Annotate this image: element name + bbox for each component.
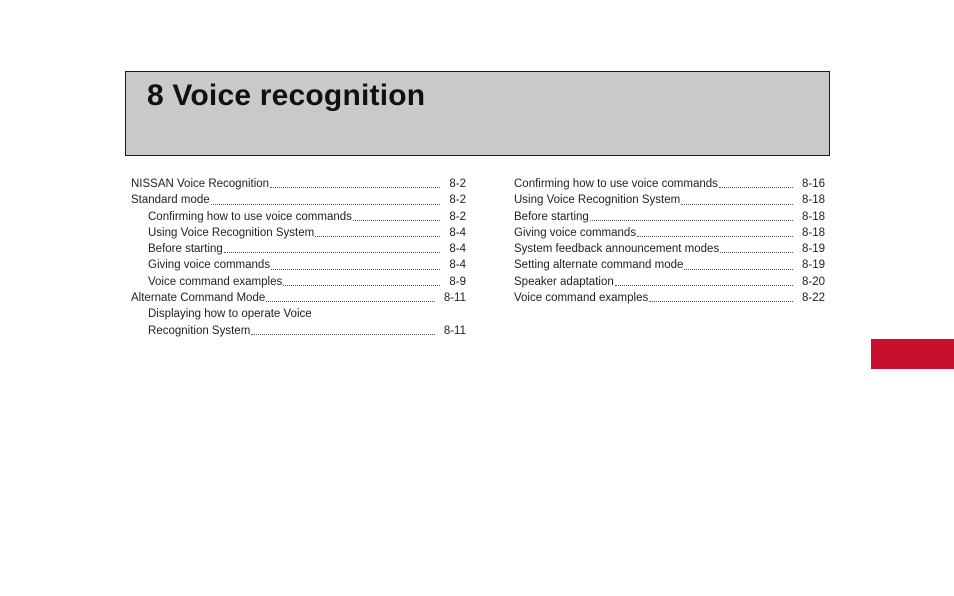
- toc-entry[interactable]: [131, 274, 466, 290]
- toc-entry-title: Before starting: [514, 210, 589, 223]
- toc-leader-dots: [271, 269, 440, 270]
- toc-entry[interactable]: [131, 241, 466, 257]
- toc-entry-title: NISSAN Voice Recognition: [131, 178, 270, 190]
- toc-entry-title: Giving voice commands: [514, 226, 637, 239]
- toc-entry-page: 8-2: [449, 178, 466, 190]
- toc-leader-dots: [353, 220, 440, 221]
- toc-entry[interactable]: [131, 225, 466, 241]
- toc-entry-title: Speaker adaptation: [514, 275, 614, 288]
- toc-entry[interactable]: [514, 209, 825, 225]
- toc-entry-page: 8-20: [801, 275, 825, 288]
- toc-leader-dots: [681, 204, 793, 205]
- toc-entry-page: 8-11: [443, 324, 466, 337]
- toc-leader-dots: [270, 187, 440, 188]
- toc-entry[interactable]: [131, 192, 466, 208]
- toc-entry-page: 8-2: [449, 210, 466, 223]
- toc-entry[interactable]: [131, 176, 466, 192]
- toc-entry-page: 8-19: [801, 243, 825, 256]
- toc-entry-title: Confirming how to use voice commands: [148, 210, 352, 223]
- toc-entry-title: Recognition System: [148, 324, 251, 337]
- toc-entry-title: Giving voice commands: [148, 259, 271, 272]
- toc-entry[interactable]: [131, 209, 466, 225]
- toc-entry[interactable]: [131, 306, 466, 322]
- chapter-tab: [871, 339, 954, 369]
- toc-entry-page: 8-16: [801, 178, 825, 190]
- toc-entry-title: Confirming how to use voice commands: [514, 178, 718, 190]
- toc-leader-dots: [251, 334, 435, 335]
- toc-leader-dots: [315, 236, 440, 237]
- toc-entry-title: Setting alternate command mode: [514, 259, 684, 272]
- toc-leader-dots: [590, 220, 793, 221]
- toc-entry-page: 8-18: [801, 194, 825, 207]
- toc-entry[interactable]: [514, 274, 825, 290]
- toc-entry[interactable]: [514, 225, 825, 241]
- toc-entry-title: Voice command examples: [514, 292, 649, 305]
- toc-entry[interactable]: [131, 257, 466, 273]
- toc-entry-page: 8-18: [801, 210, 825, 223]
- toc-entry-title: Before starting: [148, 243, 223, 256]
- toc-entry-title: Alternate Command Mode: [131, 292, 266, 305]
- toc-entry-title: Displaying how to operate Voice: [148, 308, 312, 321]
- toc-entry[interactable]: [514, 241, 825, 257]
- toc-entry-page: 8-19: [801, 259, 825, 272]
- toc-entry-page: 8-22: [801, 292, 825, 305]
- toc-entry[interactable]: [514, 257, 825, 273]
- chapter-banner: [125, 71, 830, 156]
- toc-leader-dots: [266, 301, 435, 302]
- toc-leader-dots: [224, 252, 441, 253]
- chapter-title: 8 Voice recognition: [147, 79, 426, 112]
- toc-leader-dots: [719, 187, 793, 188]
- toc-entry[interactable]: [514, 176, 825, 192]
- toc-leader-dots: [684, 269, 793, 270]
- toc-entry-page: 8-9: [449, 275, 466, 288]
- toc-leader-dots: [637, 236, 793, 237]
- toc-entry[interactable]: [514, 290, 825, 306]
- toc-leader-dots: [649, 301, 793, 302]
- toc-right-column: [514, 176, 825, 306]
- toc-entry-title: Using Voice Recognition System: [514, 194, 681, 207]
- toc-leader-dots: [720, 252, 793, 253]
- toc-entry-page: 8-18: [801, 226, 825, 239]
- toc-entry[interactable]: [131, 290, 466, 306]
- toc-leader-dots: [615, 285, 793, 286]
- toc-entry-title: Using Voice Recognition System: [148, 226, 315, 239]
- toc-entry-title: Standard mode: [131, 194, 210, 207]
- toc-entry[interactable]: [131, 323, 466, 339]
- toc-entry-page: 8-4: [449, 243, 466, 256]
- toc-entry[interactable]: [514, 192, 825, 208]
- toc-entry-page: 8-11: [443, 292, 466, 305]
- toc-leader-dots: [283, 285, 440, 286]
- toc-entry-page: 8-4: [449, 259, 466, 272]
- toc-leader-dots: [211, 204, 441, 205]
- toc-entry-page: 8-2: [449, 194, 466, 207]
- toc-entry-page: 8-4: [449, 226, 466, 239]
- toc-entry-title: System feedback announcement modes: [514, 243, 720, 256]
- toc-entry-title: Voice command examples: [148, 275, 283, 288]
- toc-left-column: [131, 176, 466, 339]
